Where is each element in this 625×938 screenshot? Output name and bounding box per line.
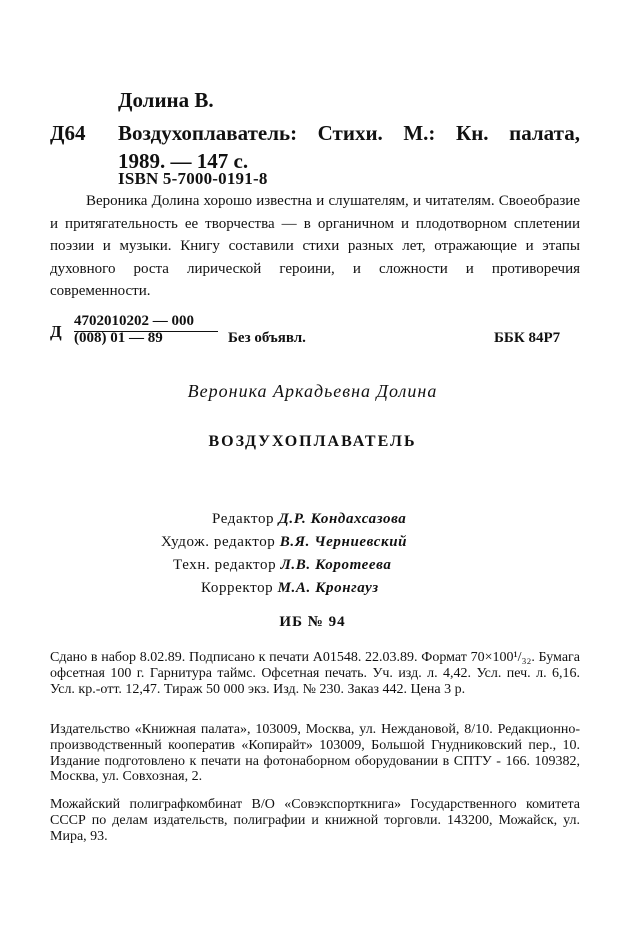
ib-number: ИБ № 94 (279, 614, 346, 630)
index-numerator: 4702010202 — 000 (74, 313, 194, 329)
title-line (118, 121, 580, 146)
credit-editor (212, 511, 406, 528)
print-details: Сдано в набор 8.02.89. Подписано к печати А01548. 22.03.89. Формат 70×100¹/₃₂. Бумага офсетная 100 г. Гарнитура таймс. Офсетная печать. Уч. изд. л. 4,42. Усл. печ. л. 6,16. Усл. кр.-отт. 12,47. Тираж 50 000 экз. Изд. № 230. Заказ 442. Цена 3 р. (50, 650, 580, 697)
credit-tech-editor (173, 557, 391, 574)
credit-name: В.Я. Черниевский (279, 534, 408, 550)
title-part: Кн. (455, 121, 489, 145)
credit-name: Л.В. Коротеева (280, 557, 392, 573)
author-full-name: Вероника Аркадьевна Долина (187, 381, 438, 401)
index-note: Без объявл. (228, 330, 306, 346)
year-pages: 1989. — 147 с. (118, 149, 249, 173)
credit-role: Техн. редактор (173, 557, 277, 573)
publisher-details: Издательство «Книжная палата», 103009, Москва, ул. Неждановой, 8/10. Редакционно-производственный кооператив «Копирайт» 103009, Большой Гнудниковский пер., 10. Издание подготовлено к печати на фотонаборном оборудовании в СПТУ - 166. 109382, Москва, ул. Совхозная, 2. (50, 722, 580, 785)
credit-role: Редактор (212, 511, 275, 527)
book-title: ВОЗДУХОПЛАВАТЕЛЬ (208, 433, 417, 450)
annotation-text: Вероника Долина хорошо известна и слушателям, и читателям. Своеобразие и притягательность ее творчества — в органичном и плодотворном сплетении поэзии и музыки. Книгу составили стихи разных лет, отражающие и этапы духовного роста лирической героини, и сложности и противоречия современности. (50, 193, 580, 299)
index-letter: Д (50, 322, 62, 341)
title-part: палата, (509, 121, 580, 145)
credit-role: Корректор (201, 580, 274, 596)
catalog-code: Д64 (50, 121, 86, 145)
credit-name: Д.Р. Кондахсазова (278, 511, 407, 527)
bbk-code: ББК 84Р7 (494, 330, 561, 346)
credit-proofreader (201, 580, 379, 597)
annotation (50, 190, 580, 303)
credit-name: М.А. Кронгауз (277, 580, 379, 596)
credit-art-editor (161, 534, 407, 551)
title-part: М.: (403, 121, 436, 145)
printer-details: Можайский полиграфкомбинат В/О «Совэкспорткнига» Государственного комитета СССР по делам издательств, полиграфии и книжной торговли. 143200, Можайск, ул. Мира, 93. (50, 797, 580, 844)
author-short: Долина В. (118, 88, 214, 112)
index-denominator: (008) 01 — 89 (74, 330, 163, 346)
credit-role: Худож. редактор (161, 534, 276, 550)
title-part: Воздухоплаватель: (118, 121, 298, 145)
title-part: Стихи. (317, 121, 383, 145)
isbn: ISBN 5-7000-0191-8 (118, 169, 268, 188)
